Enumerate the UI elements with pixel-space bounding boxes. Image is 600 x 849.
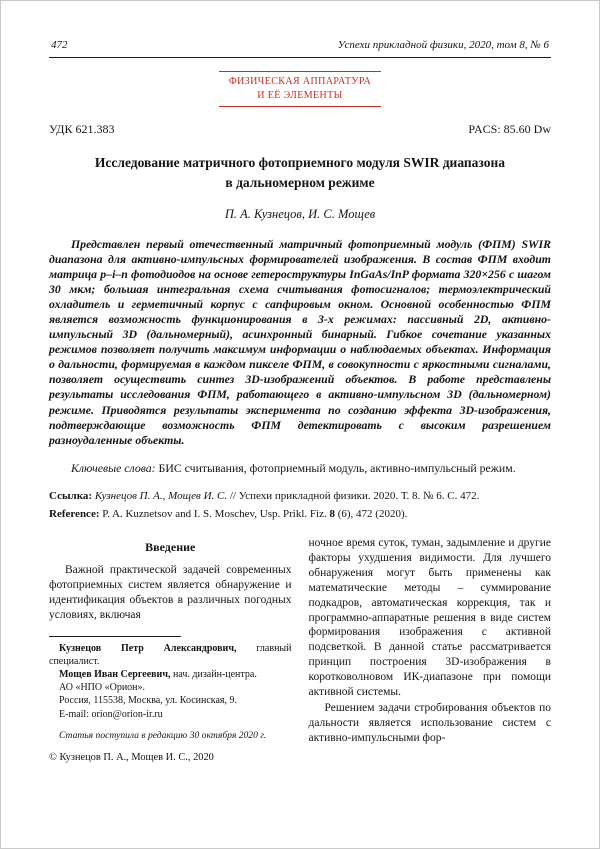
journal-header: Успехи прикладной физики, 2020, том 8, № 6 <box>337 39 549 51</box>
right-paragraph-1: ночное время суток, туман, задымление и другие факторы ухудшения видимости. Для лучшего обнаружения могут быть применены как математические методы – суммирование подкадров, автоматическая коррекция, так и программно-аппаратные решения в виде систем формирования изображения с активной подсветкой. В данной статье рассматривается принцип построения 3D-изображения в коротковолновом ИК-диапазоне при помощи активной системы. <box>308 536 551 699</box>
article-authors: П. А. Кузнецов, И. С. Мощев <box>224 206 376 221</box>
two-column-body <box>49 536 551 765</box>
email-label: E-mail: <box>59 708 92 720</box>
footnote-author-2 <box>49 668 292 681</box>
footnote-author-1-name: Кузнецов Петр Александрович, <box>59 642 237 654</box>
citation-line <box>49 489 551 504</box>
footnote-affiliation: АО «НПО «Орион». <box>59 682 146 694</box>
reference-volume: 8 <box>329 507 335 520</box>
footnote-email-line <box>49 708 292 721</box>
section-rubric <box>219 71 381 107</box>
right-column <box>309 536 552 765</box>
citation-label: Ссылка: <box>49 490 95 503</box>
citation-authors: Кузнецов П. А., Мощев И. С. <box>94 490 228 503</box>
footnote-address: Россия, 115538, Москва, ул. Косинская, 9. <box>59 695 238 707</box>
page-number: 472 <box>51 39 68 51</box>
email-address: orion@orion-ir.ru <box>91 708 163 720</box>
article-abstract: Представлен первый отечественный матричный фотоприемный модуль (ФПМ) SWIR диапазона для активно-импульсных формирователей изображения. В состав ФПМ входит матрица p–i–n фотодиодов на основе гетероструктуры InGaAs/InP формата 320×256 с шагом 30 мкм; большая интегральная схема считывания фотосигналов; термоэлектрический охладитель и герметичный корпус с сапфировым окном. Основной особенностью ФПМ является возможность функционирования в 3-х режимах: пассивный 2D, активно-импульсный 3D (дальномерный), асинхронный бинарный. Гибкое сочетание указанных режимов позволяет получить максимум информации о наблюдаемых объектах. Информация о дальности, формируемая в каждом пикселе ФПМ, в совокупности с яркостными сигналами, позволяет осуществить синтез 3D-изображений объектов. В работе представлены результаты исследования ФПМ, работающего в активно-импульсном 3D (дальномерном) режиме. Приводятся результаты эксперимента по созданию эффекта 3D-изображения, подтверждающие возможность ФПМ детектировать с высоким разрешением разноудаленные объекты. <box>49 236 551 447</box>
keywords-line <box>49 461 551 476</box>
rubric-line-1: ФИЗИЧЕСКАЯ АППАРАТУРА <box>228 76 372 87</box>
intro-paragraph: Важной практической задачей современных фотоприемных систем является обнаружение и идентификация объектов в различных погодных условиях, включая <box>49 563 292 621</box>
footnote-author-1-role: главный специалист. <box>49 642 292 667</box>
reference-text: P. A. Kuznetsov and I. S. Moschev, Usp. Prikl. Fiz. <box>102 507 330 520</box>
udk-code: УДК 621.383 <box>49 122 115 136</box>
introduction-heading: Введение <box>145 539 196 554</box>
keywords-text: БИС считывания, фотоприемный модуль, активно-импульсный режим. <box>158 460 516 475</box>
received-date-line: Статья поступила в редакцию 30 октября 2020 г. <box>59 729 267 741</box>
right-paragraph-2: Решением задачи стробирования объектов по дальности является использование систем с активно-импульсными фор- <box>308 702 551 745</box>
left-column <box>49 536 292 765</box>
footnote-author-1 <box>49 642 292 668</box>
section-rubric-wrap <box>49 71 551 107</box>
reference-label: Reference: <box>49 507 103 520</box>
pacs-code: PACS: 85.60 Dw <box>468 122 551 136</box>
footnote-rule <box>49 636 181 637</box>
citation-rest: // Успехи прикладной физики. 2020. Т. 8. № 6. С. 472. <box>227 490 480 503</box>
running-head <box>49 39 551 58</box>
rubric-line-2: И ЕЁ ЭЛЕМЕНТЫ <box>257 90 343 101</box>
reference-issue: (6), 472 (2020). <box>334 507 408 520</box>
copyright-line: © Кузнецов П. А., Мощев И. С., 2020 <box>49 752 214 764</box>
footnote-author-2-name: Мощев Иван Сергеевич, <box>59 668 171 680</box>
author-footnote <box>49 636 292 766</box>
footnote-author-2-role: нач. дизайн-центра. <box>170 668 257 680</box>
article-title: Исследование матричного фотоприемного модуля SWIR диапазона в дальномерном режиме <box>94 155 506 191</box>
codes-row <box>49 122 551 137</box>
reference-line <box>49 507 551 522</box>
keywords-label: Ключевые слова: <box>71 460 159 475</box>
